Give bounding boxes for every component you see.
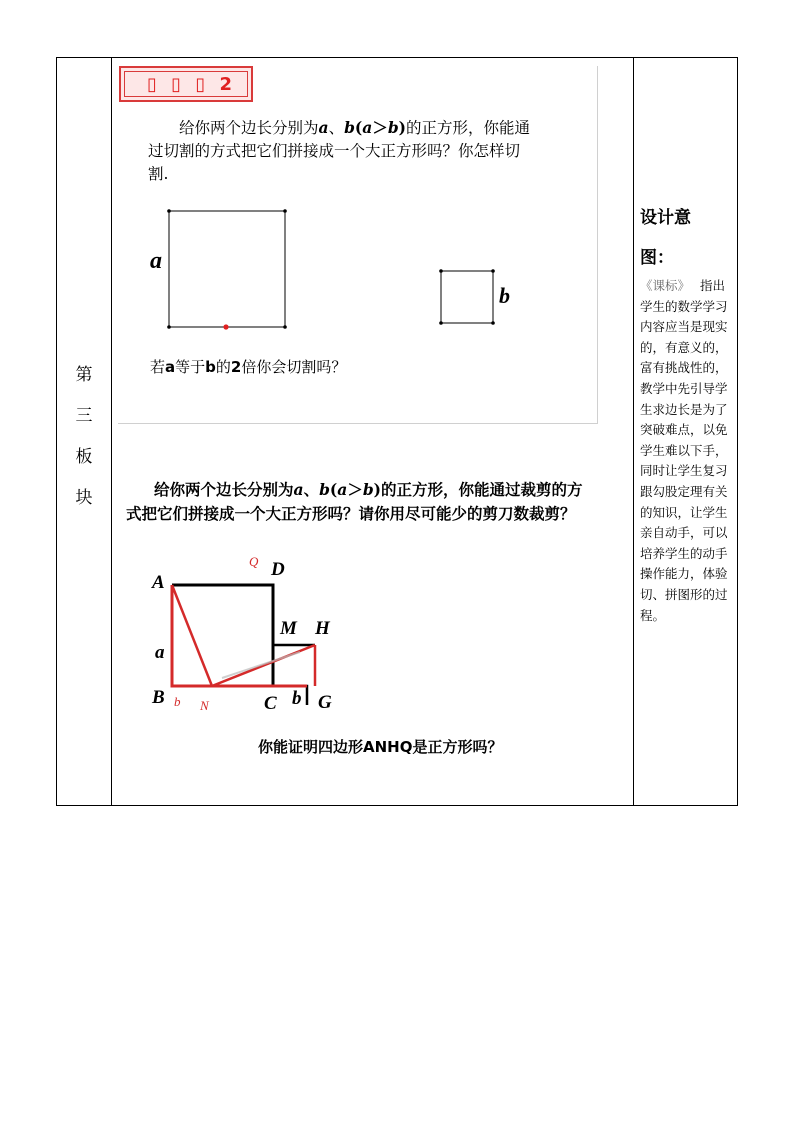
question-text-1: 若a等于b的2倍你会切割吗？ — [150, 358, 347, 376]
question-text-2: 你能证明四边形ANHQ是正方形吗？ — [258, 738, 503, 756]
label-a-2: a — [155, 642, 165, 663]
label-b-2: b — [292, 688, 302, 709]
problem-text-2: 给你两个边长分别为a、b(a＞b)的正方形，你能通过裁剪的方式把它们拼接成一个大正方形吗？请你用尽可能少的剪刀数裁剪？ — [126, 480, 583, 523]
design-description: 《课标》 指出学生的数学学习内容应当是现实的，有意义的，富有挑战性的，教学中先引导学生求边长是为了突破难点，以免学生难以下手，同时让学生复习跟勾股定理有关的知识，让学生亲自动手，可以培养学生的动手操作能力，体验切、拼图形的过程。 — [640, 278, 728, 623]
section-label-char-1: 第 — [75, 365, 93, 385]
point-Q: Q — [249, 554, 259, 569]
point-D: D — [271, 559, 285, 580]
point-N: N — [200, 698, 209, 713]
midpoint-marker — [223, 324, 228, 329]
composite-figure — [172, 585, 315, 705]
badge-glyphs: ▯ ▯ ▯ — [147, 73, 210, 95]
point-G: G — [318, 692, 332, 713]
label-a-1: a — [150, 248, 162, 274]
point-H: H — [315, 618, 330, 639]
point-A: A — [152, 572, 165, 593]
badge-number: 2 — [219, 73, 237, 95]
problem-text-1: 给你两个边长分别为a、b(a＞b)的正方形，你能通过切割的方式把它们拼接成一个大正方形吗？你怎样切割. — [148, 118, 531, 183]
point-B: B — [152, 687, 165, 708]
section-label-char-2: 三 — [75, 406, 93, 426]
point-C: C — [264, 693, 277, 714]
label-b-red: b — [174, 694, 181, 709]
point-M: M — [280, 618, 297, 639]
design-title-line1: 设计意 — [640, 208, 691, 228]
section-label-char-4: 块 — [75, 488, 93, 508]
square-b-figure — [439, 269, 495, 325]
section-label-char-3: 板 — [75, 447, 93, 467]
square-a-figure — [167, 209, 287, 329]
design-title-line2: 图： — [640, 248, 674, 268]
label-b-1: b — [499, 283, 510, 308]
